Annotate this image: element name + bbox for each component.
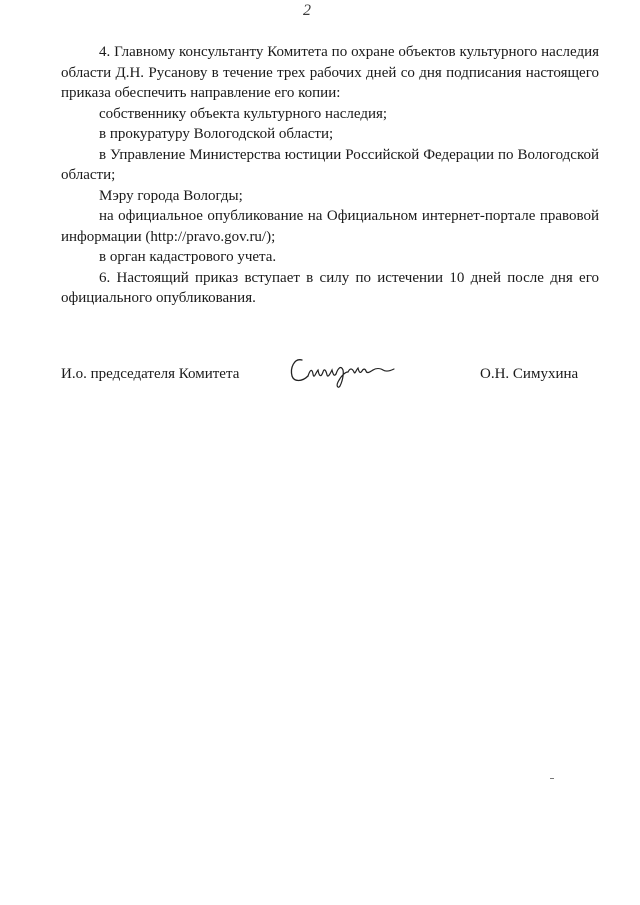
recipient-prosecutor: в прокуратуру Вологодской области;	[99, 126, 334, 142]
recipient-owner: собственнику объекта культурного наследия;	[99, 105, 388, 122]
page-number: 2	[303, 2, 311, 19]
signatory-name: О.Н. Симухина	[480, 366, 579, 382]
order-body	[61, 42, 599, 309]
recipient-cadastral-registry: в орган кадастрового учета.	[99, 249, 277, 265]
signatory-position: И.о. председателя Комитета	[61, 366, 240, 382]
scan-speck	[550, 778, 554, 779]
recipient-official-portal: на официальное опубликование на Официальном интернет-портале правовой информации (http://pravo.gov.ru/);	[61, 208, 599, 245]
recipient-mayor: Мэру города Вологды;	[99, 187, 243, 204]
handwritten-signature	[288, 350, 398, 390]
paragraph-item-4: 4. Главному консультанту Комитета по охране объектов культурного наследия области Д.Н. Русанову в течение трех рабочих дней со дня подписания настоящего приказа обеспечить направление его копии:	[61, 44, 599, 101]
recipient-ministry-of-justice: в Управление Министерства юстиции Российской Федерации по Вологодской области;	[61, 146, 599, 183]
paragraph-item-6: 6. Настоящий приказ вступает в силу по истечении 10 дней после дня его официального опубликования.	[61, 269, 599, 306]
